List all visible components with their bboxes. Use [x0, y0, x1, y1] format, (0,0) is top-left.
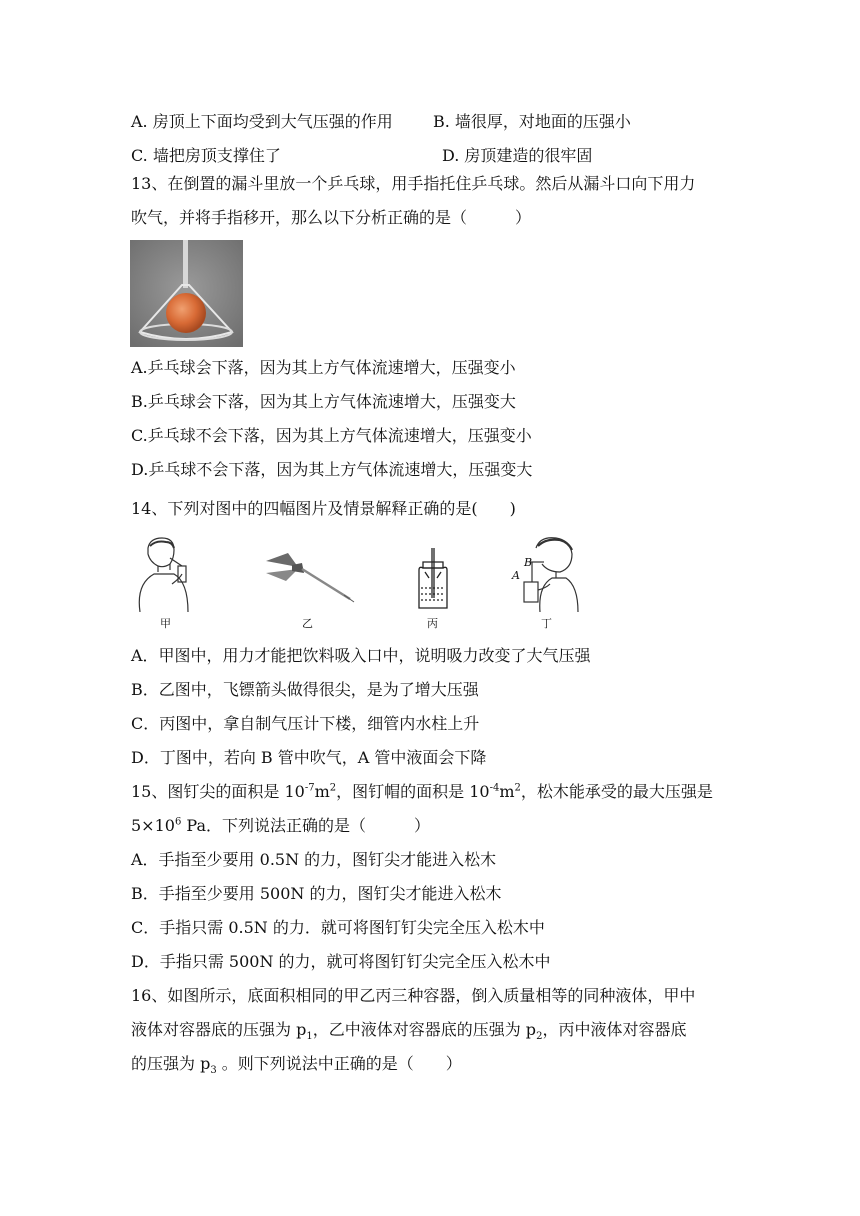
- q13-stem-line1: 13、在倒置的漏斗里放一个乒乓球，用手指托住乒乓球。然后从漏斗口向下用力: [131, 174, 696, 193]
- q14-option-b: B．乙图中，飞镖箭头做得很尖，是为了增大压强: [131, 680, 479, 699]
- q12-option-b: B. 墙很厚，对地面的压强小: [433, 112, 631, 131]
- caption-ding: 丁: [541, 617, 552, 630]
- caption-jia: 甲: [160, 617, 171, 630]
- q12-option-c: C. 墙把房顶支撑住了: [131, 146, 281, 165]
- q14-option-a: A．甲图中，用力才能把饮料吸入口中，说明吸力改变了大气压强: [131, 646, 591, 665]
- figure-jia-drinking: [130, 534, 200, 612]
- q14-option-c: C．丙图中，拿自制气压计下楼，细管内水柱上升: [131, 714, 480, 733]
- q15-stem-line1: 15、图钉尖的面积是 $10^{-7}m^2$，图钉帽的面积是 $10^{-4}m^2$，松木能承受的最大压强是: [131, 782, 713, 801]
- q13-option-a: A.乒乓球会下落，因为其上方气体流速增大，压强变小: [131, 358, 516, 377]
- q13-option-b: B.乒乓球会下落，因为其上方气体流速增大，压强变大: [131, 392, 516, 411]
- q13-option-d: D.乒乓球不会下落，因为其上方气体流速增大，压强变大: [131, 460, 533, 479]
- q15-option-a: A．手指至少要用 0.5N 的力，图钉尖才能进入松木: [131, 850, 497, 869]
- figure-bing-barometer: [415, 548, 451, 610]
- q15-option-b: B．手指至少要用 500N 的力，图钉尖才能进入松木: [131, 884, 502, 903]
- q15-stem-line2: $5\times 10^6$ Pa．下列说法正确的是（ ）: [131, 816, 431, 835]
- q15-option-c: C．手指只需 0.5N 的力．就可将图钉钉尖完全压入松木中: [131, 918, 545, 937]
- q15-option-d: D．手指只需 500N 的力，就可将图钉钉尖完全压入松木中: [131, 952, 551, 971]
- caption-yi: 乙: [302, 617, 313, 630]
- q16-stem-line1: 16、如图所示，底面积相同的甲乙丙三种容器，倒入质量相等的同种液体，甲中: [131, 986, 696, 1005]
- q16-stem-line3: 的压强为 $p_3$ 。则下列说法中正确的是（ ）: [131, 1054, 462, 1077]
- caption-bing: 丙: [427, 617, 438, 630]
- funnel-ball-photo: [130, 240, 243, 347]
- q16-stem-line2: 液体对容器底的压强为 $p_1$，乙中液体对容器底的压强为 $p_2$，丙中液体对容器底: [131, 1020, 687, 1043]
- q14-option-d: D．丁图中，若向 B 管中吹气，A 管中液面会下降: [131, 748, 487, 767]
- q12-option-d: D. 房顶建造的很牢固: [442, 146, 593, 165]
- q13-option-c: C.乒乓球不会下落，因为其上方气体流速增大，压强变小: [131, 426, 532, 445]
- figure-ding-blowing: [510, 536, 582, 612]
- q12-option-a: A. 房顶上下面均受到大气压强的作用: [131, 112, 393, 131]
- q13-stem-line2: 吹气，并将手指移开，那么以下分析正确的是（ ）: [131, 208, 532, 227]
- q14-stem: 14、下列对图中的四幅图片及情景解释正确的是( ): [131, 499, 516, 518]
- figure-yi-dart: [262, 547, 357, 605]
- figure-ding-label-a: A: [512, 569, 520, 582]
- figure-ding-label-b: B: [524, 556, 533, 569]
